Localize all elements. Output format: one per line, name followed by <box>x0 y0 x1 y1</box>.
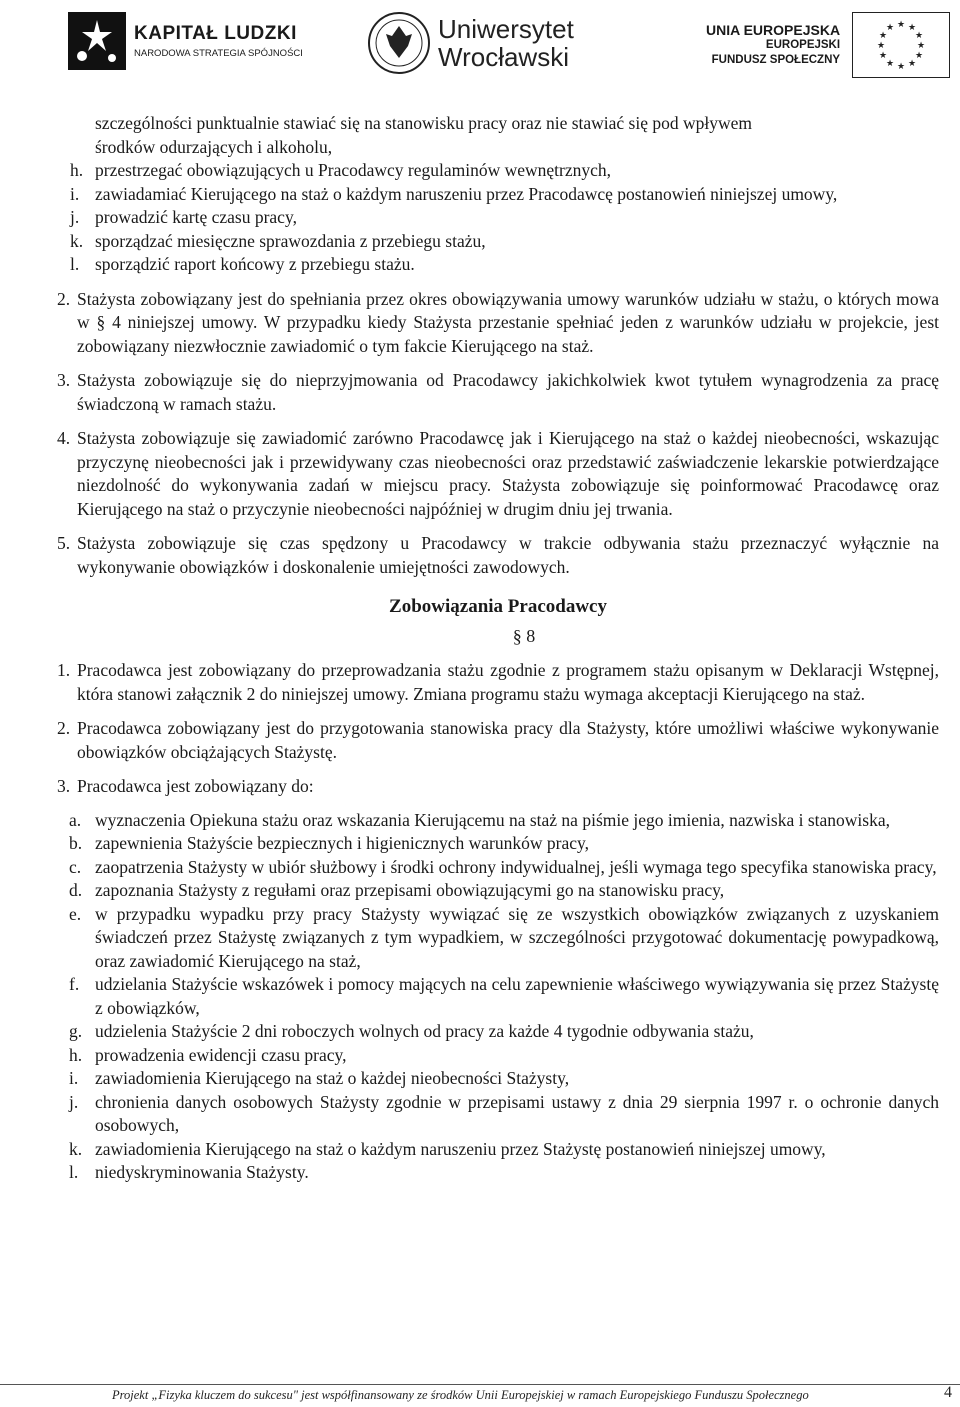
list-item: b. zapewnienia Stażyście bezpiecznych i higienicznych warunków pracy, <box>69 833 589 853</box>
continued-text <box>57 112 939 159</box>
svg-text:★: ★ <box>917 41 926 51</box>
employer-point-1: 1. Pracodawca jest zobowiązany do przeprowadzania stażu zgodnie z programem stażu opisanym w Deklaracji Wstępnej, która stanowi załącznik 2 do niniejszej umowy. Zmiana programu stażu wymaga akceptacji Kierującego na staż. <box>57 660 939 704</box>
list-item: k. sporządzać miesięczne sprawozdania z przebiegu stażu, <box>70 230 486 251</box>
page-header <box>0 0 960 90</box>
university-logo <box>368 10 574 76</box>
point-3: 3. Stażysta zobowiązuje się do nieprzyjmowania od Pracodawcy jakichkolwiek kwot tytułem wynagrodzenia za pracę świadczoną w ramach stażu. <box>57 370 939 414</box>
ue-line2: EUROPEJSKI <box>765 38 841 51</box>
list-item: l. niedyskryminowania Stażysty. <box>69 1162 309 1182</box>
kl-title: KAPITAŁ LUDZKI <box>134 23 297 44</box>
list-item: j. chronienia danych osobowych Stażysty zgodnie w przepisami ustawy z dnia 29 sierpnia 1997 r. o ochronie danych osobowych, <box>69 1091 939 1135</box>
list-item: h. przestrzegać obowiązujących u Pracodawcy regulaminów wewnętrznych, <box>70 160 612 180</box>
uw-line1: Uniwersytet <box>438 14 574 44</box>
svg-text:★: ★ <box>879 31 888 41</box>
section-paragraph-sign: § 8 <box>512 625 536 646</box>
list-item: d. zapoznania Stażysty z regułami oraz przepisami obowiązującymi go na stanowisku pracy, <box>69 880 725 900</box>
svg-text:★: ★ <box>897 20 906 30</box>
ue-line3: FUNDUSZ SPOŁECZNY <box>711 53 841 66</box>
kapital-ludzki-logo <box>68 12 303 70</box>
employer-point-2: 2. Pracodawca zobowiązany jest do przygotowania stanowiska pracy dla Stażysty, które umożliwi właściwe wykonywanie obowiązków obciążających Stażystę. <box>57 718 939 762</box>
list-item: f. udzielania Stażyście wskazówek i pomocy mających na celu zapewnienie właściwego wywiązywania się przez Stażystę z obowiązków, <box>69 974 939 1018</box>
list-item: h. prowadzenia ewidencji czasu pracy, <box>69 1044 347 1065</box>
employer-obligations-list <box>57 809 939 1185</box>
list-item: j. prowadzić kartę czasu pracy, <box>70 207 297 227</box>
svg-text:★: ★ <box>915 31 924 41</box>
svg-text:★: ★ <box>879 51 888 61</box>
list-item: i. zawiadamiać Kierującego na staż o każdym naruszeniu przez Pracodawcę postanowień niniejszej umowy, <box>70 183 838 204</box>
svg-text:★: ★ <box>897 62 906 72</box>
list-item: k. zawiadomienia Kierującego na staż o każdym naruszeniu przez Stażystę postanowień niniejszej umowy, <box>69 1138 826 1159</box>
point-2: 2. Stażysta zobowiązany jest do spełniania przez okres obowiązywania umowy warunków udziału w stażu, o których mowa w § 4 niniejszej umowy. W przypadku kiedy Stażysta przestanie spełniać jeden z warunków udziału w projekcie, jest zobowiązany niezwłocznie zawiadomić o tym fakcie Kierującego na staż. <box>57 288 939 356</box>
employer-point-3: 3. Pracodawca jest zobowiązany do: <box>57 776 314 796</box>
point-4: 4. Stażysta zobowiązuje się zawiadomić zarówno Pracodawcę jak i Kierującego na staż o każdej nieobecności, wskazując przyczynę nieobecności jak i przewidywany czas nieobecności oraz przedstawić zaświadczenie lekarskie potwierdzające niezdolność do wykonywania zadań w miejscu pracy. Stażysta zobowiązuje się poinformować Pracodawcę oraz Kierującego na staż o przyczynie nieobecności najpóźniej w drugim dniu jej trwania. <box>57 428 939 519</box>
list-item: l. sporządzić raport końcowy z przebiegu stażu. <box>70 254 415 274</box>
footer-text: Projekt „Fizyka kluczem do sukcesu" jest współfinansowany ze środków Unii Europejskiej w ramach Europejskiego Funduszu Społecznego <box>112 1388 809 1402</box>
footer-divider <box>0 1384 960 1385</box>
kapital-ludzki-emblem-icon <box>68 12 126 70</box>
continued-line: środków odurzających i alkoholu, <box>95 136 333 157</box>
eu-logo <box>706 12 950 78</box>
continued-line: szczególności punktualnie stawiać się na stanowisku pracy oraz nie stawiać się pod wpływem <box>95 113 753 133</box>
svg-text:★: ★ <box>908 59 917 69</box>
point-5: 5. Stażysta zobowiązuje się czas spędzony u Pracodawcy w trakcie odbywania stażu przeznaczyć wyłącznie na wykonywanie obowiązków i doskonalenie umiejętności zawodowych. <box>57 533 939 577</box>
svg-text:★: ★ <box>915 51 924 61</box>
kl-subtitle: NARODOWA STRATEGIA SPÓJNOŚCI <box>134 48 303 59</box>
list-item: e. w przypadku wypadku przy pracy Stażysty wywiązać się ze wszystkich obowiązków związanych z uzyskaniem świadczeń przez Stażystę związanych z tym wypadkiem, w szczególności przygotować dokumentację powypadkową, oraz zawiadomić Kierującego na staż, <box>69 903 939 971</box>
document-body <box>57 112 939 1185</box>
list-item: c. zaopatrzenia Stażysty w ubiór służbowy i środki ochrony indywidualnej, jeśli wymaga tego specyfika stanowiska pracy, <box>69 856 937 877</box>
list-item: g. udzielenia Stażyście 2 dni roboczych wolnych od pracy za każde 4 tygodnie odbywania stażu, <box>69 1021 754 1041</box>
list-item: a. wyznaczenia Opiekuna stażu oraz wskazania Kierującemu na staż na piśmie jego imienia, nazwiska i stanowiska, <box>69 809 890 830</box>
svg-text:★: ★ <box>908 23 917 33</box>
ue-line1: UNIA EUROPEJSKA <box>706 21 841 38</box>
page-number: 4 <box>944 1384 952 1401</box>
university-crest-icon <box>368 10 430 76</box>
list-item: i. zawiadomienia Kierującego na staż o każdej nieobecności Stażysty, <box>69 1068 570 1088</box>
uw-line2: Wrocławski <box>438 42 569 72</box>
section-heading: Zobowiązania Pracodawcy <box>389 596 607 617</box>
eu-flag-icon <box>852 12 950 78</box>
svg-text:★: ★ <box>886 59 895 69</box>
obligations-list-continued <box>57 159 939 277</box>
svg-text:★: ★ <box>886 23 895 33</box>
svg-text:★: ★ <box>877 41 886 51</box>
